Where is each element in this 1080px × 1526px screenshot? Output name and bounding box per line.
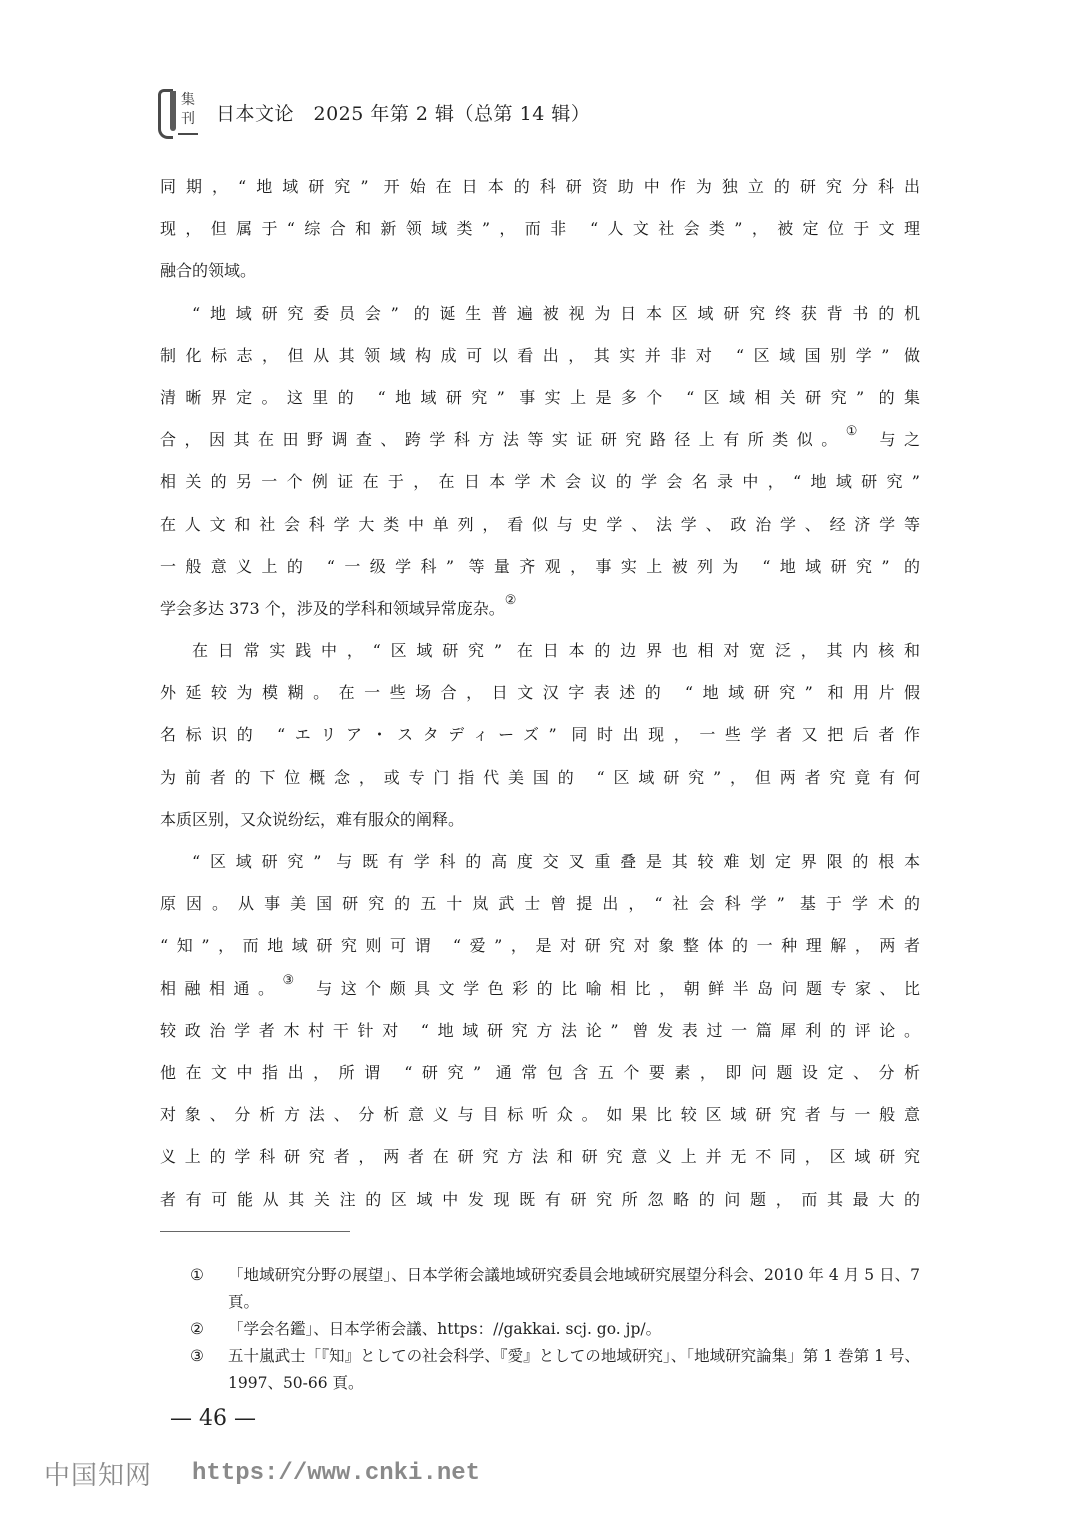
text-line: 对象、分析方法、分析意义与目标听众。如果比较区域研究者与一般意 <box>160 1105 920 1125</box>
text-line: 清晰界定。这里的 “地域研究” 事实上是多个 “区域相关研究” 的集 <box>160 387 920 407</box>
text-line: 现，但属于“综合和新领域类”，而非 “人文社会类”，被定位于文理 <box>160 219 920 239</box>
footnote-1 <box>190 1262 920 1316</box>
footnotes <box>190 1262 920 1397</box>
footnote-ref-1[interactable]: ① <box>845 424 866 440</box>
footnote-ref-2[interactable]: ② <box>504 592 517 608</box>
text-line-with-footnote <box>160 424 920 469</box>
logo-char-1: 集 <box>181 92 195 108</box>
text-line: 义上的学科研究者，两者在研究方法和研究意义上并无不同，区域研究 <box>160 1147 920 1167</box>
footnote-mark: ① <box>190 1266 204 1284</box>
text-line: 者有可能从其关注的区域中发现既有研究所忽略的问题，而其最大的 <box>160 1189 920 1209</box>
logo-rule <box>178 133 198 135</box>
text-line: 一般意义上的 “一级学科” 等量齐观，事实上被列为 “地域研究” 的 <box>160 556 920 576</box>
logo-chars <box>180 91 196 129</box>
journal-title: 日本文论 2025 年第 2 辑（总第 14 辑） <box>216 102 591 125</box>
text-line: 外延较为模糊。在一些场合，日文汉字表述的 “地域研究” 和用片假 <box>160 683 920 703</box>
paragraph-2 <box>160 301 920 639</box>
footnote-ref-3[interactable]: ③ <box>282 972 303 988</box>
footnote-text: 「地域研究分野の展望」、日本学術会議地域研究委員会地域研究展望分科会、2010 年 4 月 5 日、7 頁。 <box>228 1266 920 1311</box>
text-line: 原因。从事美国研究的五十岚武士曾提出，“社会科学” 基于学术的 <box>160 894 920 914</box>
logo-j-letter <box>170 91 176 131</box>
footnote-2 <box>190 1316 920 1343</box>
paragraph-4 <box>160 849 920 1229</box>
text-segment: 合，因其在田野调查、跨学科方法等实证研究路径上有所类似。 <box>160 430 846 450</box>
text-line: 为前者的下位概念，或专门指代美国的 “区域研究”，但两者究竟有何 <box>160 767 920 787</box>
running-header <box>158 88 590 136</box>
text-segment: 学会多达 373 个，涉及的学科和领域异常庞杂。 <box>160 598 505 618</box>
text-line: “知”，而地域研究则可谓 “爱”，是对研究对象整体的一种理解，两者 <box>160 936 920 956</box>
text-line: “地域研究委员会” 的诞生普遍被视为日本区域研究终获背书的机 <box>192 303 920 323</box>
footnote-text: 「学会名鑑」、日本学術会議、https：//gakkai. scj. go. jp/。 <box>228 1320 662 1338</box>
watermark-name: 中国知网 <box>44 1461 153 1491</box>
text-segment: 相融相通。 <box>160 978 283 998</box>
footnote-mark: ② <box>190 1320 204 1338</box>
text-line: 名标识的 “エリア・スタディーズ” 同时出现，一些学者又把后者作 <box>160 725 920 745</box>
body-text <box>160 174 920 1229</box>
text-line: 在人文和社会科学大类中单列，看似与史学、法学、政治学、经济学等 <box>160 514 920 534</box>
page-number: — 46 — <box>170 1406 256 1431</box>
footnote-divider <box>160 1231 350 1232</box>
text-line: 本质区别，又众说纷纭，难有服众的阐释。 <box>160 809 465 829</box>
text-line: 他在文中指出，所谓 “研究” 通常包含五个要素，即问题设定、分析 <box>160 1062 920 1082</box>
text-line: 较政治学者木村干针对 “地域研究方法论” 曾发表过一篇犀利的评论。 <box>160 1020 920 1040</box>
text-line: 制化标志，但从其领域构成可以看出，其实并非对 “区域国别学” 做 <box>160 345 920 365</box>
watermark-url[interactable]: https://www.cnki.net <box>192 1460 481 1487</box>
text-line: “区域研究” 与既有学科的高度交叉重叠是其较难划定界限的根本 <box>192 852 920 871</box>
text-segment: 与之 <box>865 430 920 450</box>
text-line: 在日常实践中，“区域研究” 在日本的边界也相对宽泛，其内核和 <box>192 641 920 661</box>
footnote-mark: ③ <box>190 1347 204 1365</box>
footnote-text: 五十嵐武士「『知』としての社会科学、『愛』としての地域研究」、「地域研究論集」第 1 巻第 1 号、1997、50-66 頁。 <box>228 1347 920 1392</box>
text-line-with-footnote <box>160 972 920 1018</box>
text-line: 融合的领域。 <box>160 261 257 281</box>
text-line: 相关的另一个例证在于，在日本学术会议的学会名录中，“地域研究” <box>160 472 920 492</box>
text-segment: 与这个颇具文学色彩的比喻相比，朝鲜半岛问题专家、比 <box>302 978 920 998</box>
text-line-with-footnote <box>160 592 920 638</box>
footnote-3 <box>190 1343 920 1397</box>
paragraph-1 <box>160 174 920 301</box>
watermark <box>44 1455 480 1492</box>
journal-logo-icon <box>158 89 198 135</box>
text-line: 同期，“地域研究” 开始在日本的科研资助中作为独立的研究分科出 <box>160 177 920 196</box>
paragraph-3 <box>160 638 920 849</box>
logo-char-2: 刊 <box>181 111 195 127</box>
